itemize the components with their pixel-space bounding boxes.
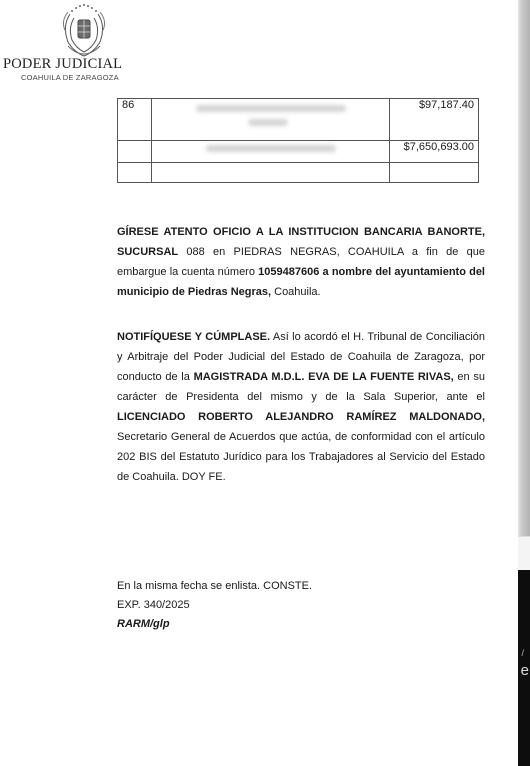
org-subtitle: COAHUILA DE ZARAGOZA [21, 73, 119, 82]
notification-text-3: Secretario General de Acuerdos que actúa, de conformidad con el artículo 202 BIS del Estatuto Jurídico para los Trabajadores al Servicio del Estado de Coahuila. DOY FE. [117, 431, 485, 483]
row-number [118, 141, 152, 163]
row-number [118, 163, 152, 183]
empty-cell [152, 163, 390, 183]
edge-letter: e [520, 662, 529, 679]
notification-paragraph [117, 327, 485, 487]
org-name: PODER JUDICIAL [3, 56, 123, 72]
amount-cell [390, 163, 479, 183]
order-paragraph [117, 222, 485, 302]
letterhead-logo [0, 0, 168, 86]
coat-of-arms-icon [56, 2, 112, 58]
notification-heading: NOTIFÍQUESE Y CÚMPLASE. [117, 331, 271, 343]
page-edge-gap [518, 536, 530, 572]
amounts-table [117, 98, 479, 183]
edge-mark: / [521, 648, 524, 658]
secretary-name: LICENCIADO ROBERTO ALEJANDRO RAMÍREZ MALDONADO, [117, 411, 485, 423]
amount-cell: $97,187.40 [390, 99, 479, 141]
account-reference: 1059487606 a nombre del ayuntamiento del municipio de Piedras Negras, [117, 266, 485, 298]
table-row [118, 163, 479, 183]
magistrate-name: MAGISTRADA M.D.L. EVA DE LA FUENTE RIVAS, [193, 371, 454, 383]
footer-line-listing: En la misma fecha se enlista. CONSTE. [117, 580, 313, 592]
redacted-cell [152, 141, 390, 163]
notification-text: Así lo acordó el H. Tribunal de Conciliación y Arbitraje del Poder Judicial del Estado de Coahuila de Zaragoza, por conducto de la [117, 331, 486, 383]
notification-text-2: en su carácter de Presidenta del mismo y de la Sala Superior, ante el [117, 371, 485, 403]
table-row [118, 141, 479, 163]
footer-initials: RARM/glp [117, 618, 170, 630]
order-heading: GÍRESE ATENTO OFICIO A LA INSTITUCION BANCARIA BANORTE, SUCURSAL [117, 226, 485, 258]
order-text: 088 en PIEDRAS NEGRAS, COAHUILA a fin de que embargue la cuenta número [117, 246, 485, 278]
amount-cell: $7,650,693.00 [390, 141, 479, 163]
order-text-end: Coahuila. [271, 286, 321, 298]
footer-block [117, 577, 312, 634]
redacted-cell [152, 99, 390, 141]
table-row [118, 99, 479, 141]
footer-file-number: EXP. 340/2025 [117, 599, 190, 611]
row-number: 86 [118, 99, 152, 141]
